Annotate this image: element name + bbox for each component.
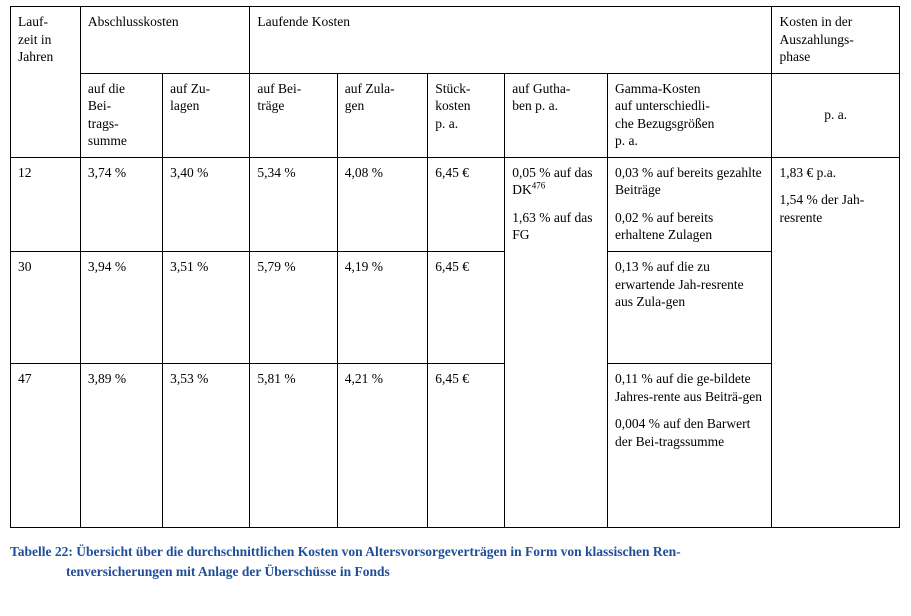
subheader-zulagen-l1: auf Zu- [170, 80, 211, 96]
header-laufzeit [11, 7, 81, 158]
header-abschlusskosten: Abschlusskosten [80, 7, 250, 74]
subheader-gamma-l1: Gamma-Kosten [615, 80, 701, 96]
subheader-auf-zulagen-laufend [337, 73, 427, 157]
header-auszahlungsphase-l1: Kosten in der [779, 14, 853, 29]
subheader-guthaben-l2: ben p. a. [512, 98, 559, 114]
cell-laufzeit: 12 [11, 157, 81, 251]
cell-gamma [608, 252, 772, 364]
table-caption [10, 542, 900, 581]
cell-auf-zulagen: 3,53 % [163, 364, 250, 528]
cell-gamma-line-1: 0,03 % auf bereits gezahlte Beiträge [615, 164, 762, 198]
subheader-stueckkosten-l1: Stück- [435, 80, 471, 96]
cell-auf-guthaben-line-1 [512, 164, 600, 199]
cell-auf-zulagen: 3,51 % [163, 252, 250, 364]
cell-gamma-line-1: 0,13 % auf die zu erwartende Jah-resrente aus Zula-gen [615, 259, 744, 310]
table-row [11, 252, 900, 364]
table-row [11, 157, 900, 251]
table-row [11, 364, 900, 528]
subheader-gamma-l3: che Bezugsgrößen [615, 115, 715, 131]
subheader-auf-beitraege [250, 73, 337, 157]
cell-gamma-line-2: 0,02 % auf bereits erhaltene Zulagen [615, 209, 714, 243]
header-laufzeit-l2: zeit in [18, 31, 52, 47]
cell-auf-zulagen-laufend: 4,08 % [337, 157, 427, 251]
cell-auf-guthaben-text-1: 0,05 % auf das DK [512, 164, 593, 198]
subheader-gamma-l4: p. a. [615, 133, 638, 149]
cell-gamma [608, 157, 772, 251]
cell-auszahlungsphase [772, 157, 900, 527]
cell-stueckkosten: 6,45 € [428, 364, 505, 528]
subheader-beitragssumme-l1: auf die [87, 80, 125, 96]
cell-auf-beitraege: 5,81 % [250, 364, 337, 528]
cell-auszahlungsphase-line-2: 1,54 % der Jah-resrente [779, 192, 865, 225]
cell-gamma-line-1: 0,11 % auf die ge-bildete Jahres-rente aus Beiträ-gen [615, 371, 762, 404]
subheader-auf-guthaben [505, 73, 608, 157]
cell-auf-zulagen-laufend: 4,19 % [337, 252, 427, 364]
subheader-zulagen-l2: lagen [170, 98, 200, 114]
header-auszahlungsphase-l2: Auszahlungs- [779, 31, 854, 47]
subheader-beitragssumme-l4: summe [87, 133, 127, 149]
header-laufzeit-l1: Lauf- [18, 14, 48, 29]
cell-stueckkosten: 6,45 € [428, 252, 505, 364]
cell-gamma-line-2: 0,004 % auf den Barwert der Bei-tragssumme [615, 416, 751, 449]
subheader-stueckkosten-l2: kosten [435, 98, 471, 114]
subheader-zulagen2-l2: gen [344, 98, 365, 114]
subheader-beitragssumme-l3: trags- [87, 115, 119, 131]
table-subheader-row [11, 73, 900, 157]
table-caption-line-1: Tabelle 22: Übersicht über die durchschnittlichen Kosten von Altersvorsorgeverträgen in Form von klassischen Ren- [10, 544, 681, 560]
subheader-beitraege-l1: auf Bei- [257, 80, 302, 96]
cell-auszahlungsphase-line-1: 1,83 € p.a. [779, 164, 837, 180]
cell-auf-beitragssumme: 3,89 % [80, 364, 162, 528]
subheader-stueckkosten-l3: p. a. [435, 115, 459, 131]
header-auszahlungsphase [772, 7, 900, 74]
cell-auf-beitragssumme: 3,74 % [80, 157, 162, 251]
subheader-guthaben-l1: auf Gutha- [512, 80, 571, 96]
cell-auf-beitraege: 5,34 % [250, 157, 337, 251]
cell-auf-guthaben-line-2: 1,63 % auf das FG [512, 209, 593, 243]
header-laufzeit-l3: Jahren [18, 49, 54, 65]
cell-auf-zulagen-laufend: 4,21 % [337, 364, 427, 528]
cell-laufzeit: 47 [11, 364, 81, 528]
subheader-auf-zulagen [163, 73, 250, 157]
subheader-beitragssumme-l2: Bei- [87, 98, 112, 114]
table-caption-line-2: tenversicherungen mit Anlage der Überschüsse in Fonds [66, 563, 390, 579]
header-laufende-kosten: Laufende Kosten [250, 7, 772, 74]
subheader-stueckkosten [428, 73, 505, 157]
subheader-auf-die-beitragssumme [80, 73, 162, 157]
footnote-marker: 476 [531, 180, 546, 191]
cell-gamma [608, 364, 772, 528]
subheader-beitraege-l2: träge [257, 98, 285, 114]
header-auszahlungsphase-l3: phase [779, 49, 811, 65]
cell-auf-beitragssumme: 3,94 % [80, 252, 162, 364]
subheader-pa: p. a. [772, 73, 900, 157]
subheader-gamma-kosten [608, 73, 772, 157]
cost-table [10, 6, 900, 528]
cell-auf-beitraege: 5,79 % [250, 252, 337, 364]
cell-stueckkosten: 6,45 € [428, 157, 505, 251]
table-header-group-row [11, 7, 900, 74]
subheader-zulagen2-l1: auf Zula- [344, 80, 395, 96]
cell-laufzeit: 30 [11, 252, 81, 364]
cell-auf-guthaben [505, 157, 608, 527]
subheader-gamma-l2: auf unterschiedli- [615, 98, 710, 114]
cell-auf-zulagen: 3,40 % [163, 157, 250, 251]
